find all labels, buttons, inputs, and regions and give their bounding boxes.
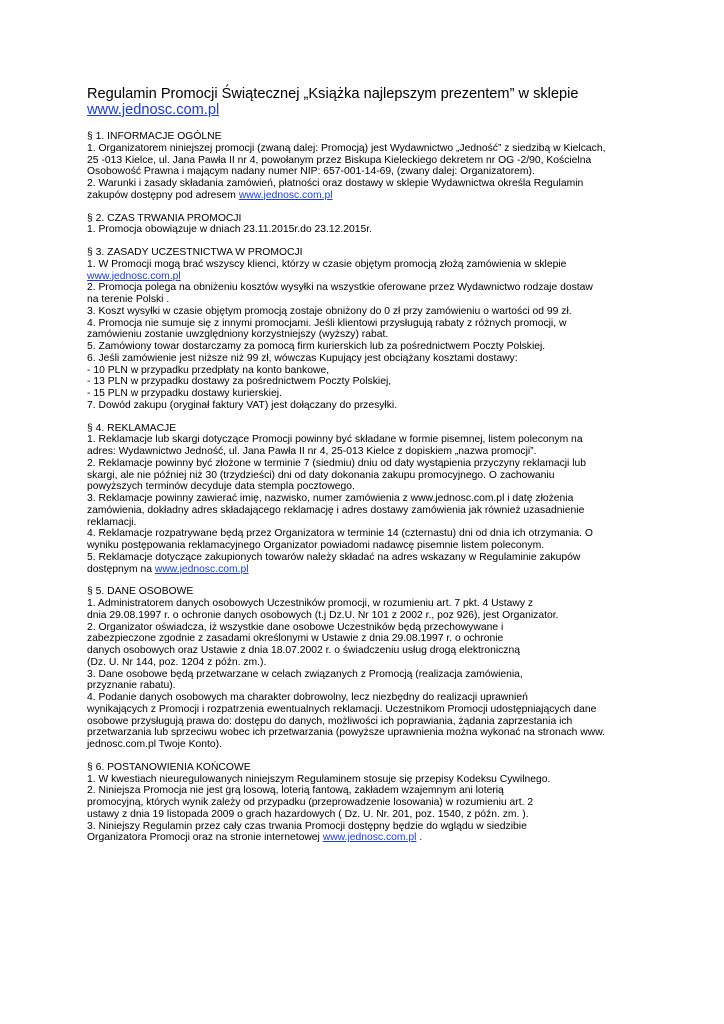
line-text: 1. W Promocji mogą brać wszyscy klienci, którzy w czasie objętym promocją złożą zamówienia w sklepie — [87, 258, 567, 270]
line-text: 3. Dane osobowe będą przetwarzane w celach związanych z Promocją (realizacja zamówienia, — [87, 668, 523, 680]
line-text: wynikających z Promocji i rozpatrzenia ewentualnych reklamacji. Uczestnikom Promocji udostępniających dane — [87, 703, 597, 715]
text-line — [87, 190, 647, 202]
text-line — [87, 388, 647, 400]
text-line — [87, 282, 647, 294]
line-text: reklamacji. — [87, 516, 137, 528]
section-spacer — [87, 236, 647, 247]
section-3 — [87, 247, 647, 412]
text-line — [87, 400, 647, 412]
section-spacer — [87, 751, 647, 762]
text-line — [87, 365, 647, 377]
line-text: 3. Reklamacje powinny zawierać imię, nazwisko, numer zamówienia z www.jednosc.com.pl i datę złożenia — [87, 493, 574, 504]
text-line — [87, 692, 647, 704]
document-title — [87, 86, 647, 118]
text-line — [87, 434, 647, 446]
text-line — [87, 155, 647, 167]
section-2 — [87, 213, 647, 237]
line-text-after: . — [416, 832, 423, 844]
line-text: 1. Administratorem danych osobowych Uczestników promocji, w rozumieniu art. 7 pkt. 4 Ustawy z — [87, 598, 534, 609]
text-line — [87, 376, 647, 388]
section-5 — [87, 586, 647, 751]
website-link[interactable]: www.jednosc.com.pl — [87, 270, 181, 282]
line-text: osobowe przysługują prawa do: dostępu do danych, możliwości ich poprawiania, żądania zaprzestania ich — [87, 715, 573, 727]
text-line — [87, 540, 647, 552]
line-text: adres: Wydawnictwo Jedność, ul. Jana Pawła II nr 4, 25-013 Kielce z dopiskiem „nazwa promocji”. — [87, 446, 537, 457]
line-text: 7. Dowód zakupu (oryginał faktury VAT) jest dołączany do przesyłki. — [87, 399, 398, 411]
line-text: na terenie Polski . — [87, 294, 170, 305]
text-line — [87, 645, 647, 657]
title-text: Regulamin Promocji Świątecznej „Książka najlepszym prezentem” w sklepie — [87, 86, 579, 102]
line-text: ustawy z dnia 19 listopada 2009 o grach hazardowych ( Dz. U. Nr. 201, poz. 1540, z późn. zm. ). — [87, 808, 529, 820]
text-line — [87, 622, 647, 634]
section-heading: § 4. REKLAMACJE — [87, 422, 177, 434]
text-line — [87, 318, 647, 330]
line-text: Organizatora Promocji oraz na stronie internetowej — [87, 832, 323, 844]
line-text: 1. Organizatorem niniejszej promocji (zwaną dalej: Promocją) jest Wydawnictwo „Jedność” z siedzibą w Kielcach, — [87, 142, 606, 154]
line-text: 1. Reklamacje lub skargi dotyczące Promocji powinny być składane w formie pisemnej, listem poleconym na — [87, 434, 583, 446]
text-line — [87, 259, 647, 271]
line-text: - 10 PLN w przypadku przedpłaty na konto bankowe, — [87, 364, 330, 376]
line-text: 2. Niniejsza Promocja nie jest grą losową, loterią fantową, zakładem wzajemnym ani loterią — [87, 785, 504, 797]
text-line — [87, 633, 647, 645]
text-line — [87, 271, 647, 283]
section-spacer — [87, 202, 647, 213]
text-line — [87, 832, 647, 844]
line-text: skargi, ale nie później niż 30 (trzydzieści) dni od daty dokonania zakupu promocyjnego. O zachowaniu — [87, 469, 555, 481]
line-text: 5. Zamówiony towar dostarczamy za pomocą firm kurierskich lub za pośrednictwem Poczty Polskiej. — [87, 341, 546, 352]
line-text: wyniku postępowania reklamacyjnego Organizator powiadomi nadawcę pisemnie listem poleconym. — [87, 540, 545, 551]
line-text: 2. Reklamacje powinny być złożone w terminie 7 (siedmiu) dniu od daty wystąpienia przyczyny reklamacji lub — [87, 457, 587, 469]
text-line — [87, 598, 647, 610]
text-line — [87, 178, 647, 190]
line-text: 5. Reklamacje dotyczące zakupionych towarów należy składać na adres wskazany w Regulaminie zakupów — [87, 551, 581, 563]
section-heading: § 2. CZAS TRWANIA PROMOCJI — [87, 212, 242, 224]
line-text: jednosc.com.pl Twoje Konto). — [87, 739, 222, 750]
line-text: Osobowość Prawna i mającym nadany numer NIP: 657-001-14-69, (zwany dalej: Organizatorem). — [87, 166, 535, 178]
text-line — [87, 680, 647, 692]
text-line — [87, 552, 647, 564]
website-link[interactable]: www.jednosc.com.pl — [238, 189, 333, 201]
line-text: 4. Reklamacje rozpatrywane będą przez Organizatora w terminie 14 (czternastu) dni od dnia ich otrzymania. O — [87, 528, 593, 540]
text-line — [87, 727, 647, 739]
text-line — [87, 716, 647, 728]
text-line — [87, 224, 647, 236]
line-text: (Dz. U. Nr 144, poz. 1204 z późn. zm.). — [87, 656, 267, 668]
text-line — [87, 446, 647, 458]
text-line — [87, 481, 647, 493]
line-text: 2. Promocja polega na obniżeniu kosztów wysyłki na wszystkie oferowane przez Wydawnictwo rodzaje dostaw — [87, 282, 593, 294]
section-heading: § 5. DANE OSOBOWE — [87, 586, 194, 598]
text-line — [87, 470, 647, 482]
website-link[interactable]: www.jednosc.com.pl — [154, 563, 249, 575]
line-text: - 15 PLN w przypadku dostawy kurierskiej. — [87, 388, 282, 399]
text-line — [87, 458, 647, 470]
line-text: 25 -013 Kielce, ul. Jana Pawła II nr 4, powołanym przez Biskupa Kieleckiego dekretem nr OG -2/90, Kościelna — [87, 154, 592, 166]
text-line — [87, 669, 647, 681]
text-line — [87, 704, 647, 716]
line-text: przyznanie rabatu). — [87, 680, 176, 692]
text-line — [87, 329, 647, 341]
regulation-body — [87, 131, 647, 844]
text-line — [87, 341, 647, 353]
line-text: 3. Niniejszy Regulamin przez cały czas trwania Promocji dostępny będzie do wglądu w siedzibie — [87, 820, 527, 832]
line-text: zamówieniu zostanie uwzględniony korzystniejszy (wyższy) rabat. — [87, 329, 389, 341]
line-text: powyższych terminów decyduje data stempla pocztowego. — [87, 481, 355, 493]
section-spacer — [87, 412, 647, 423]
text-line — [87, 517, 647, 529]
text-line — [87, 143, 647, 155]
section-1 — [87, 131, 647, 202]
line-text: 2. Organizator oświadcza, iż wszystkie dane osobowe Uczestników będą przechowywane i — [87, 621, 504, 633]
text-line — [87, 657, 647, 669]
text-line — [87, 564, 647, 576]
website-link[interactable]: www.jednosc.com.pl — [322, 832, 417, 844]
section-4 — [87, 423, 647, 576]
section-spacer — [87, 575, 647, 586]
line-text: dnia 29.08.1997 r. o ochronie danych osobowych (t.j Dz.U. Nr 101 z 2002 r., poz 926), jest Organizator. — [87, 609, 559, 621]
text-line — [87, 785, 647, 797]
line-text: przetwarzania lub sprzeciwu wobec ich przetwarzania (powyższe uprawnienia można wykonać na stronach www. — [87, 727, 606, 739]
line-text: 2. Warunki i zasady składania zamówień, płatności oraz dostawy w sklepie Wydawnictwa określa Regulamin — [87, 178, 584, 189]
line-text: zamówienia, dokładny adres składającego reklamację i adres dostawy zamówienia jak również uzasadnienie — [87, 504, 585, 516]
line-text: dostępnym na — [87, 563, 155, 575]
text-line — [87, 797, 647, 809]
line-text: - 13 PLN w przypadku dostawy za pośrednictwem Poczty Polskiej, — [87, 376, 392, 388]
line-text: zakupów dostępny pod adresem — [87, 189, 239, 201]
text-line — [87, 166, 647, 178]
line-text: 4. Promocja nie sumuje się z innymi promocjami. Jeśli klientowi przysługują rabaty z różnych promocji, w — [87, 317, 567, 329]
text-line — [87, 821, 647, 833]
title-link[interactable]: www.jednosc.com.pl — [87, 102, 220, 118]
line-text: 4. Podanie danych osobowych ma charakter dobrowolny, lecz niezbędny do realizacji uprawnień — [87, 692, 528, 703]
line-text: danych osobowych oraz Ustawie z dnia 18.07.2002 r. o świadczeniu usług drogą elektroniczną — [87, 645, 520, 656]
text-line — [87, 353, 647, 365]
line-text: promocyjną, których wynik zależy od przypadku (przeprowadzenie losowania) w rozumieniu art. 2 — [87, 797, 534, 808]
section-heading: § 6. POSTANOWIENIA KOŃCOWE — [87, 761, 251, 773]
section-heading: § 1. INFORMACJE OGÓLNE — [87, 131, 222, 142]
text-line — [87, 610, 647, 622]
text-line — [87, 809, 647, 821]
section-6 — [87, 762, 647, 844]
text-line — [87, 493, 647, 505]
line-text: zabezpieczone zgodnie z zasadami określonymi w Ustawie z dnia 29.08.1997 r. o ochronie — [87, 633, 504, 645]
text-line — [87, 739, 647, 751]
line-text: 1. Promocja obowiązuje w dniach 23.11.2015r.do 23.12.2015r. — [87, 224, 373, 236]
text-line — [87, 306, 647, 318]
text-line — [87, 528, 647, 540]
text-line — [87, 774, 647, 786]
line-text: 6. Jeśli zamówienie jest niższe niż 99 zł, wówczas Kupujący jest obciążany kosztami dostawy: — [87, 352, 518, 364]
text-line — [87, 505, 647, 517]
section-heading: § 3. ZASADY UCZESTNICTWA W PROMOCJI — [87, 247, 303, 258]
text-line — [87, 294, 647, 306]
line-text: 3. Koszt wysyłki w czasie objętym promocją zostaje obniżony do 0 zł przy zamówieniu o wartości od 99 zł. — [87, 305, 572, 317]
line-text: 1. W kwestiach nieuregulowanych niniejszym Regulaminem stosuje się przepisy Kodeksu Cywilnego. — [87, 773, 551, 785]
